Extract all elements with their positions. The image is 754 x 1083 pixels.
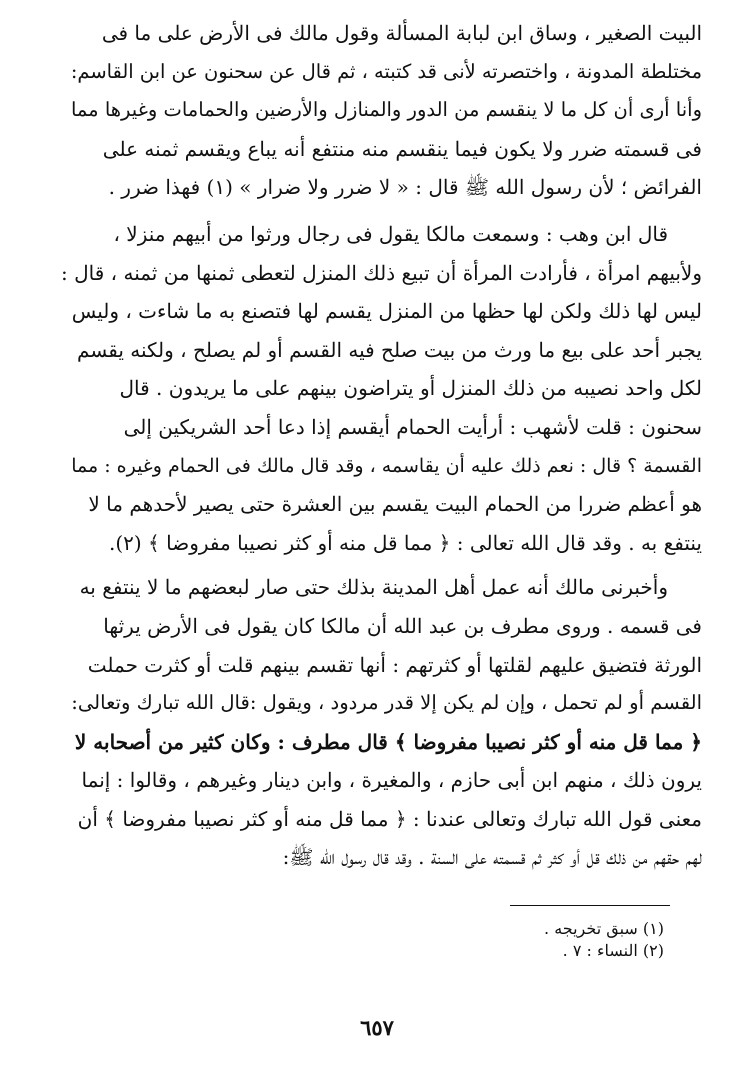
paragraph-2 [58,215,702,562]
text-line: القسمة ؟ قال : نعم ذلك عليه أن يقاسمه ، وقد قال مالك فى الحمام وغيره : مما [71,454,702,477]
text-line: الفرائض ؛ لأن رسول الله ﷺ قال : « لا ضرر ولا ضرار » (١) فهذا ضرر . [108,175,702,200]
text-line: البيت الصغير ، وساق ابن لبابة المسألة وقول مالك فى الأرض على ما فى [101,21,702,45]
footnote-2: (٢) النساء : ٧ . [562,941,664,960]
text-line [58,568,702,607]
text-line: ﴿ مما قل منه أو كثر نصيبا مفروضا ﴾ قال مطرف : وكان كثير من أصحابه لا [74,729,702,754]
text-line: لهم حقهم من ذلك قل أو كثر ثم قسمته على السنة . وقد قال رسول الله ﷺ: [282,845,702,870]
text-line: وأنا أرى أن كل ما لا ينقسم من الدور والمنازل والأرضين والحمامات وغيرها مما [70,98,702,122]
text-line: ولأبيهم امرأة ، فأرادت المرأة أن تبيع ذلك المنزل لتعطى ثمنها من ثمنه ، قال : [61,260,702,285]
main-text [58,14,702,877]
text-line: معنى قول الله تبارك وتعالى عندنا : ﴿ مما قل منه أو كثر نصيبا مفروضا ﴾ أن [77,806,702,831]
text-line: ينتفع به . وقد قال الله تعالى : ﴿ مما قل منه أو كثر نصيبا مفروضا ﴾ (٢). [108,530,702,555]
footnote-divider [510,905,670,906]
text-line: لكل واحد نصيبه من ذلك المنزل أو يتراضون بينهم على ما يريدون . قال [119,376,702,401]
text-line-content: وأخبرنى مالك أنه عمل أهل المدينة بذلك حتى صار لبعضهم ما لا ينتفع به [79,575,668,600]
text-line: سحنون : قلت لأشهب : أرأيت الحمام أيقسم إذا دعا أحد الشريكين إلى [123,414,702,439]
footnote-1: (١) سبق تخريجه . [544,919,664,938]
text-line: الورثة فتضيق عليهم لقلتها أو كثرتهم : أنها تقسم بينهم قلت أو كثرت حملت [87,652,702,677]
text-line: يرون ذلك ، منهم ابن أبى حازم ، والمغيرة ، وابن دينار وغيرهم ، وقالوا : إنما [81,768,702,793]
text-line: ليس لها ذلك ولكن لها حظها من المنزل يقسم لها فتصنع به ما شاءت ، وليس [71,299,702,324]
text-line: مختلطة المدونة ، واختصرته لأنى قد كتبته ، ثم قال عن سحنون عن ابن القاسم: [70,59,702,83]
text-line: القسم أو لم تحمل ، وإن لم يكن إلا قدر مردود ، ويقول :قال الله تبارك وتعالى: [71,691,702,715]
text-line: هو أعظم ضررا من الحمام البيت يقسم بين العشرة حتى يصير لأحدهم ما لا [88,492,702,517]
footnotes [544,918,664,962]
text-line-content: قال ابن وهب : وسمعت مالكا يقول فى رجال ورثوا من أبيهم منزلا ، [113,221,668,246]
text-line [58,215,702,254]
text-line: فى قسمته ضرر ولا يكون فيما ينقسم منه منتفع أنه يباع ويقسم ثمنه على [102,136,702,161]
paragraph-1 [58,14,702,207]
text-line: فى قسمه . وروى مطرف بن عبد الله أن مالكا كان يقول فى الأرض يرثها [103,613,702,638]
text-line: يجبر أحد على بيع ما ورث من بيت صلح فيه القسم أو لم يصلح ، ولكنه يقسم [77,337,702,362]
paragraph-3 [58,568,702,877]
page-number: ٦٥٧ [360,1015,394,1040]
